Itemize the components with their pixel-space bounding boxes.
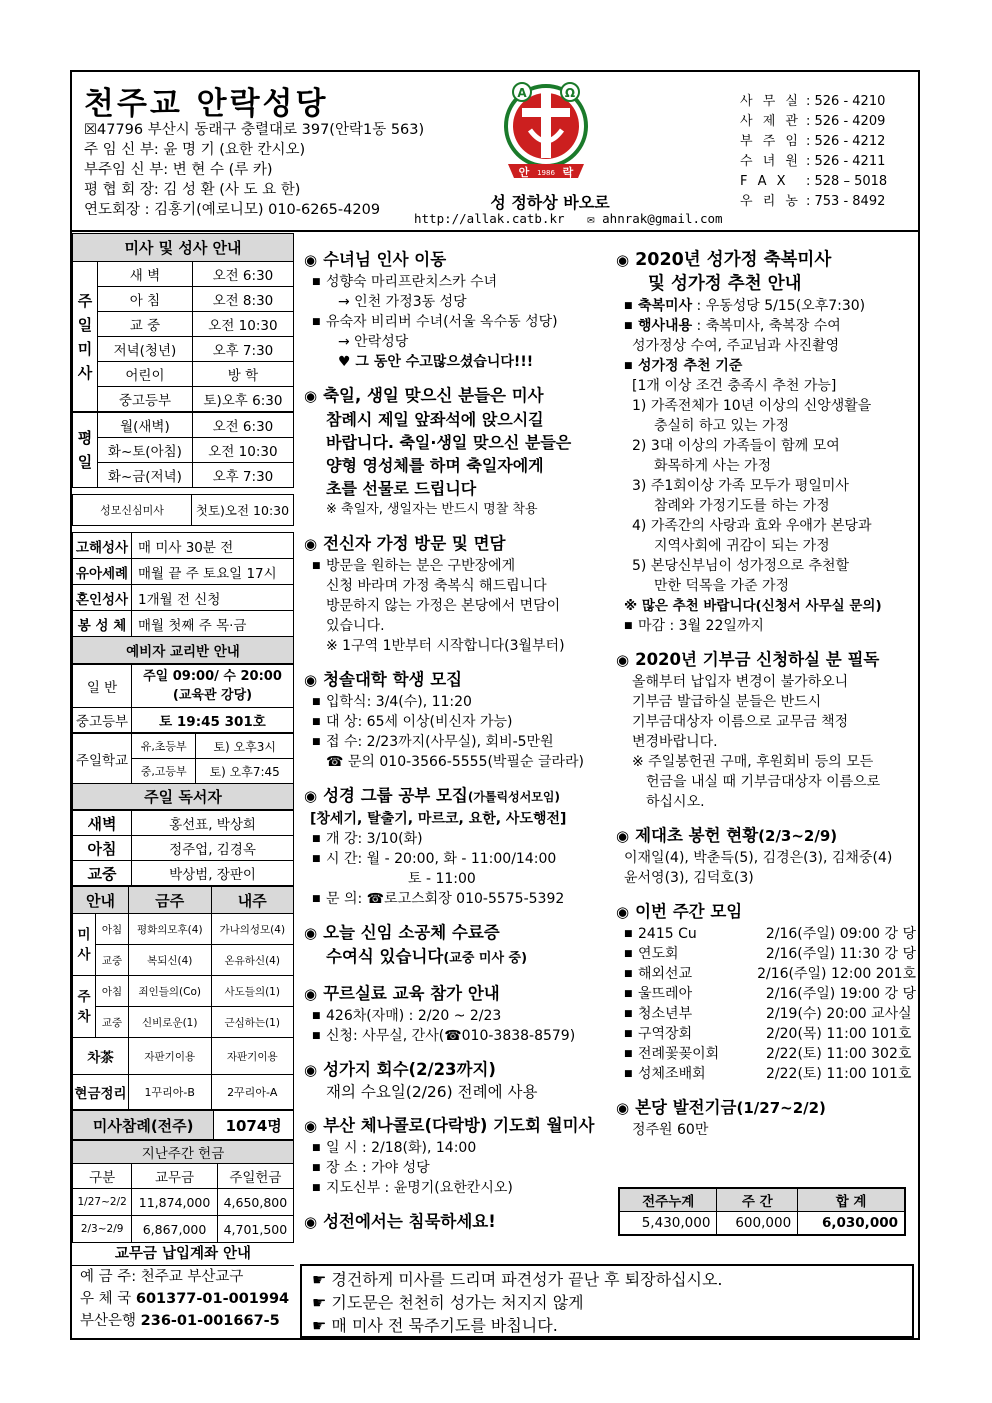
address-line: ☒47796 부산시 동래구 충렬대로 397(안락1동 563) xyxy=(84,122,425,138)
phone-row: 우 리 농 : 753 - 8492 xyxy=(740,194,886,209)
meeting-row: ■ 청소년부 2/19(수) 20:00 교사실 xyxy=(616,1004,916,1024)
bullet-icon: ◉ xyxy=(616,1099,630,1117)
account-title: 교무금 납입계좌 안내 xyxy=(72,1243,294,1266)
bullet-icon: ◉ xyxy=(304,1117,318,1135)
header-divider xyxy=(70,230,920,232)
sunday-mass-label: 주 일 미 사 xyxy=(73,262,98,413)
bullet-icon: ◉ xyxy=(304,985,318,1003)
patron-saint: 성 정하상 바오로 xyxy=(490,193,610,212)
mary-mass-table: 성모신심미사 첫토)오전 10:30 xyxy=(72,494,294,526)
phone-directory xyxy=(740,92,887,212)
section-title: ◉ 제대초 봉헌 현황(2/3~2/9) xyxy=(616,826,838,845)
bullet-icon: ◉ xyxy=(304,787,318,805)
meeting-row: ■ 2415 Cu 2/16(주일) 09:00 강 당 xyxy=(616,924,916,944)
bullet-icon: ◉ xyxy=(304,671,318,689)
section-title: ◉ 수녀님 인사 이동 xyxy=(304,250,447,269)
parish-title: 천주교 안락성당 xyxy=(84,86,329,122)
mass-schedule-table: 미사 및 성사 안내 주 일 미 사 새 벽 오전 6:30 아 침 오전 8:30 교 중 오전 10:30 저녁(청년) 오후 7:30 어린이 방 학 중고등부 토)오후 6:30 평 일 월(새벽) 오전 6:30 화~토(아침) 오전 10:30 화~금(저녁) 오후 7:30 xyxy=(72,233,294,488)
email-link[interactable]: ahnrak@gmail.com xyxy=(602,211,723,226)
middle-column: ◉ 수녀님 인사 이동 ■ 성향숙 마리프란치스카 수녀 → 인천 가정3동 성당 ■ 유숙자 비리버 수녀(서울 옥수동 성당) → 안락성당 ♥ 그 동안 수고많으셨습니다!!! ◉ 축일, 생일 맞으신 분들은 미사 참례시 제일 앞좌석에 앉으시길 바랍니다. 축일·생일 맞으신 분들은 양형 영성체를 하며 축일자에게 초를 선물로 드립니다 ※ 축일자, 생일자는 반드시 명찰 착용 ◉ 전신자 가정 방문 및 면담 ■ 방문을 원하는 분은 구반장에게 신청 바라며 가정 축복식 해드립니다 방문하지 않는 가정은 본당에서 면담이 있습니다. ※ 1구역 1반부터 시작합니다(3월부터) ◉ 청솔대학 학생 모집 ■ 입학식: 3/4(수), 11:20 ■ 대 상: 65세 이상(비신자 가능) ■ 접 수: 2/23까지(사무실), 회비-5만원 ☎ 문의 010-3566-5555(박필순 글라라) ◉ 성경 그룹 공부 모집(가톨릭성서모임) [창세기, 탈출기, 마르코, 요한, 사도행전] ■ 개 강: 3/10(화) ■ 시 간: 월 - 20:00, 화 - 11:00/14:00 토 - 11:00 ■ 문 의: ☎로고스회장 010-5575-5392 ◉ 오늘 신임 소공체 수료증 수여식 있습니다(교중 미사 중) ◉ 꾸르실료 교육 참가 안내 ■ 426차(자매) : 2/20 ~ 2/23 ■ 신청: 사무실, 간사(☎010-3838-8579) ◉ 성가지 회수(2/23까지) 재의 수요일(2/26) 전례에 사용 ◉ 부산 체나콜로(다락방) 기도회 월미사 ■ 일 시 : 2/18(화), 14:00 ■ 장 소 : 가야 성당 ■ 지도신부 : 윤명기(요한칸시오) ◉ 성전에서는 침묵하세요! xyxy=(304,248,608,1234)
meeting-row: ■ 구역장회 2/20(목) 11:00 101호 xyxy=(616,1024,916,1044)
section-title: ◉ 성경 그룹 공부 모집(가톨릭성서모임) xyxy=(304,786,560,805)
meeting-row: ■ 울뜨레아 2/16(주일) 19:00 강 당 xyxy=(616,984,916,1004)
section-title: ◉ 오늘 신임 소공체 수료증 xyxy=(304,923,500,942)
meeting-row: ■ 연도회 2/16(주일) 11:30 강 당 xyxy=(616,944,916,964)
section-title: ◉ 성가지 회수(2/23까지) xyxy=(304,1060,496,1079)
section-title: ◉ 부산 체나콜로(다락방) 기도회 월미사 xyxy=(304,1116,595,1135)
sunday-school-table: 주일학교 유,초등부 토) 오후3시 중,고등부 토) 오후7:45 주일 독서자 xyxy=(72,733,294,810)
section-title: ◉ 꾸르실료 교육 참가 안내 xyxy=(304,984,500,1003)
account-row: 예 금 주: 천주교 부산교구 xyxy=(80,1269,244,1285)
mail-icon: ✉ xyxy=(587,211,595,226)
right-column: ◉ 2020년 성가정 축복미사 및 성가정 추천 안내 ■ 축복미사 : 우동성당 5/15(오후7:30) ■ 행사내용 : 축복미사, 축복장 수여 성가정상 수여, 주교님과 사진촬영 ■ 성가정 추천 기준 [1개 이상 조건 충족시 추천 가능] 1) 가족전체가 10년 이상의 신앙생활을 충실히 하고 있는 가정 2) 3대 이상의 가족들이 함께 모여 화목하게 사는 가정 3) 주1회이상 가족 모두가 평일미사 참례와 가정기도를 하는 가정 4) 가족간의 사랑과 효와 우애가 본당과 지역사회에 귀감이 되는 가정 5) 본당신부님이 성가정으로 추천할 만한 덕목을 가준 가정 ※ 많은 추천 바랍니다(신청서 사무실 문의) ■ 마감 : 3월 22일까지 ◉ 2020년 기부금 신청하실 분 필독 올해부터 납입자 변경이 불가하오니 기부금 발급하실 분들은 반드시 기부금대상자 이름으로 교무금 책정 변경바랍니다. ※ 주일봉헌권 구매, 후원회비 등의 모든 헌금을 내실 때 기부금대상자 이름으로 하십시오. ◉ 제대초 봉헌 현황(2/3~2/9) 이재일(4), 박춘득(5), 김경은(3), 김채중(4) 윤서영(3), 김덕호(3) ◉ 이번 주간 모임 ■ 2415 Cu 2/16(주일) 09:00 강 당 ■ 연도회 2/16(주일) 11:30 강 당 ■ 해외선교 2/16(주일) 12:00 201호 ■ 울뜨레아 2/16(주일) 19:00 강 당 ■ 청소년부 2/19(수) 20:00 교사실 ■ 구역장회 2/20(목) 11:00 101호 ■ 전례꽃꽂이회 2/22(토) 11:00 302호 ■ 성체조배회 2/22(토) 11:00 101호 ◉ 본당 발전기금(1/27~2/2) 정주원 60만 xyxy=(616,248,916,1140)
bullet-icon: ◉ xyxy=(304,251,318,269)
section-title: ◉ 전신자 가정 방문 및 면담 xyxy=(304,534,506,553)
offering-table: 지난주간 헌금 구분 교무금 주일헌금 1/27~2/2 11,874,000 4,650,800 2/3~2/9 6,867,000 4,701,500 xyxy=(72,1140,294,1243)
section-title: ◉ 2020년 기부금 신청하실 분 필독 xyxy=(616,650,880,669)
bullet-icon: ◉ xyxy=(616,903,630,921)
bullet-icon: ◉ xyxy=(616,651,630,669)
bullet-icon: ◉ xyxy=(616,251,630,269)
svg-text:1986: 1986 xyxy=(537,169,555,177)
svg-text:A: A xyxy=(517,86,527,100)
meeting-row: ■ 해외선교 2/16(주일) 12:00 201호 xyxy=(616,964,916,984)
website-link[interactable]: http://allak.catb.kr xyxy=(414,211,565,226)
development-fund-table: 전주누계 주 간 합 계 5,430,000 600,000 6,030,000 xyxy=(618,1187,906,1236)
tithe-account-info xyxy=(72,1243,294,1332)
assistant-pastor-line: 부주임 신 부: 변 현 수 (루 카) xyxy=(84,162,273,178)
bullet-icon: ◉ xyxy=(304,387,318,405)
section-title: ◉ 축일, 생일 맞으신 분들은 미사 xyxy=(304,386,544,405)
parish-info xyxy=(84,120,424,220)
section-title: ◉ 이번 주간 모임 xyxy=(616,902,743,921)
weekday-mass-label: 평 일 xyxy=(73,412,98,488)
sacraments-table: 고해성사 매 미사 30분 전 유아세례 매월 끝 주 토요일 17시 혼인성사 1개월 전 신청 봉 성 체 매월 첫째 주 목·금 예비자 교리반 안내 xyxy=(72,532,294,664)
phone-row: F A X : 528 – 5018 xyxy=(740,174,888,189)
ministry-guide-table: 안내 금주 내주 미 사 아침 평화의모후(4) 가나의성모(4) 교중 복되신(4) 온유하신(4) 주 차 아침 죄인들의(Co) 사도들의(1) 교중 신비로운(1) 근심하는(1) 차茶 자판기이용 자판기이용 현금정리 1꾸리아-B 2꾸리아-A xyxy=(72,886,294,1110)
phone-row: 사 무 실 : 526 - 4210 xyxy=(740,94,886,109)
account-row: 부산은행 236-01-001667-5 xyxy=(80,1313,280,1329)
section-title: ◉ 본당 발전기금(1/27~2/2) xyxy=(616,1098,826,1117)
attendance-table: 미사참례(전주) 1074명 xyxy=(72,1110,294,1140)
account-row: 우 체 국 601377-01-001994 xyxy=(80,1291,290,1307)
contact-links xyxy=(414,211,723,226)
svg-text:락: 락 xyxy=(562,166,574,179)
section-title: ◉ 2020년 성가정 축복미사 xyxy=(616,250,832,270)
parish-logo-icon xyxy=(500,78,592,186)
phone-row: 사 제 관 : 526 - 4209 xyxy=(740,114,886,129)
section-title: ◉ 성전에서는 침묵하세요! xyxy=(304,1212,496,1231)
pastor-line: 주 임 신 부: 윤 명 기 (요한 칸시오) xyxy=(84,142,306,158)
bullet-icon: ◉ xyxy=(304,1061,318,1079)
prayer-group-line: 연도회장 : 김홍기(예로니모) 010-6265-4209 xyxy=(84,202,381,218)
bullet-icon: ◉ xyxy=(304,924,318,942)
svg-text:안: 안 xyxy=(518,166,530,179)
left-sidebar xyxy=(72,233,294,1243)
phone-row: 부 주 임 : 526 - 4212 xyxy=(740,134,886,149)
phone-row: 수 녀 원 : 526 - 4211 xyxy=(740,154,886,169)
svg-text:Ω: Ω xyxy=(564,86,576,100)
section-title: ◉ 청솔대학 학생 모집 xyxy=(304,670,463,689)
bullet-icon: ◉ xyxy=(304,1213,318,1231)
bullet-icon: ◉ xyxy=(616,827,630,845)
bullet-icon: ◉ xyxy=(304,535,318,553)
council-president-line: 평 협 회 장: 김 성 환 (사 도 요 한) xyxy=(84,182,301,198)
meeting-row: ■ 전례꽃꽂이회 2/22(토) 11:00 302호 xyxy=(616,1044,916,1064)
mass-etiquette-box: ☛ 경건하게 미사를 드리며 파견성가 끝난 후 퇴장하십시오. ☛ 기도문은 천천히 성가는 처지지 않게 ☛ 매 미사 전 묵주기도를 바칩니다. xyxy=(300,1264,914,1338)
meeting-row: ■ 성체조배회 2/22(토) 11:00 101호 xyxy=(616,1064,916,1084)
readers-table: 새벽 홍선표, 박상희 아침 정주업, 김경옥 교중 박상범, 장판이 xyxy=(72,810,294,886)
catechumen-table: 일 반 주일 09:00/ 수 20:00 (교육관 강당) 중고등부 토 19:45 301호 xyxy=(72,664,294,733)
